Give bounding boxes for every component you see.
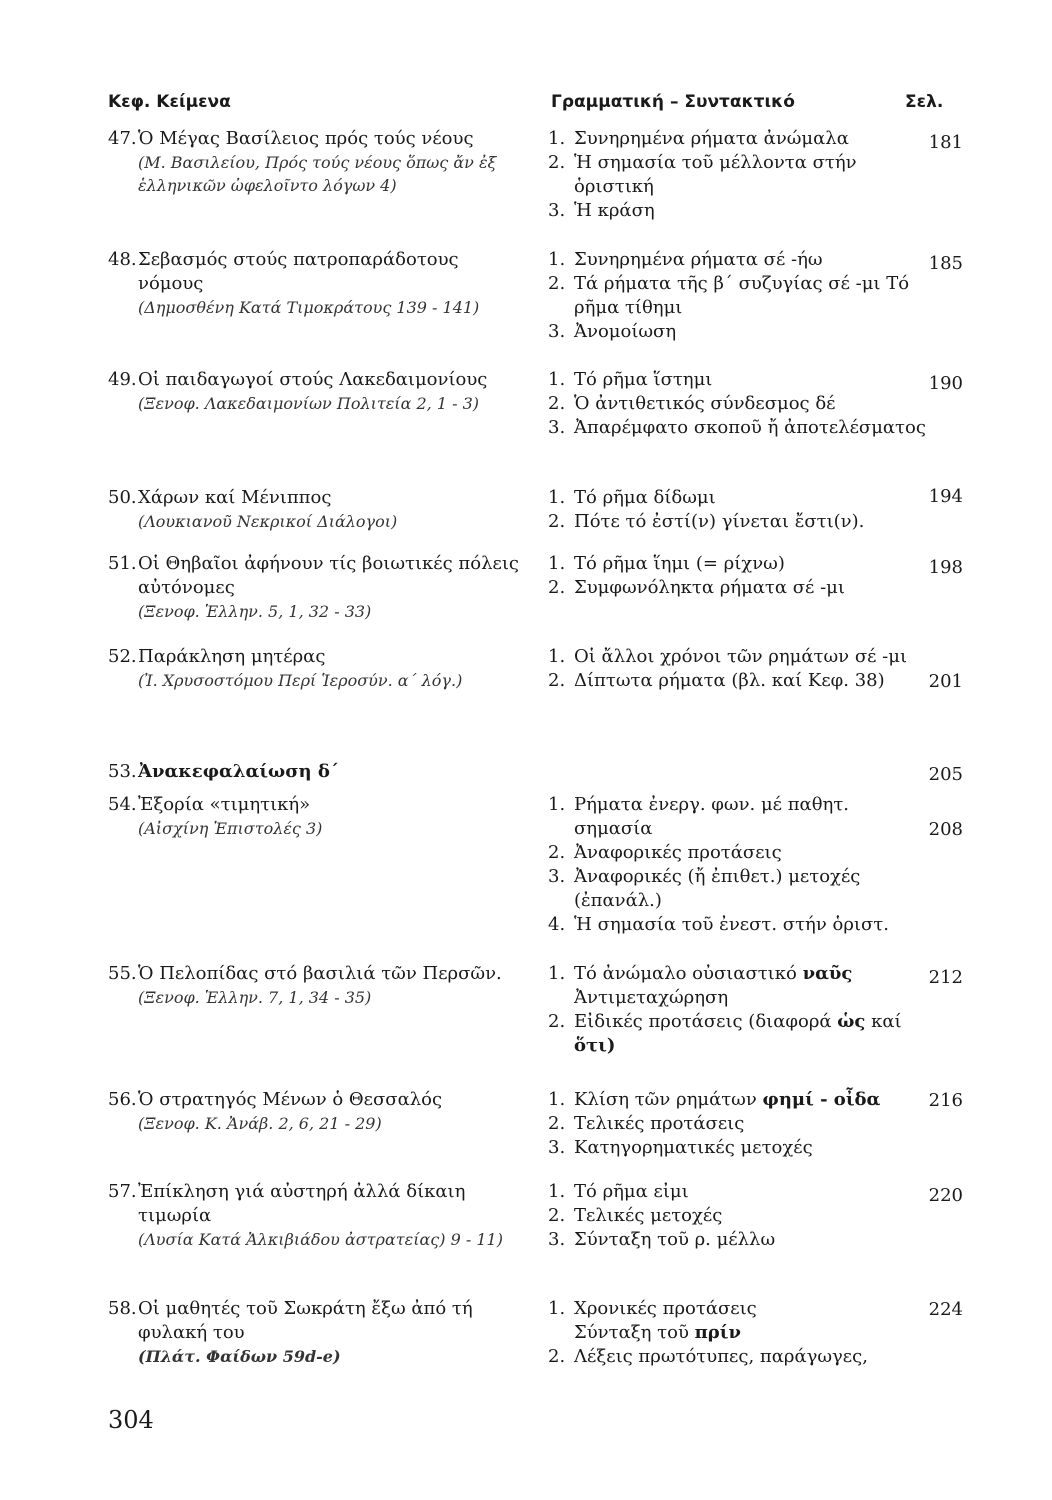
grammar-item: Ἀναφορικές προτάσεις xyxy=(574,842,782,863)
grammar-term: ὅτι) xyxy=(574,1035,616,1056)
grammar-item: Ἀντιμεταχώρηση xyxy=(574,987,729,1008)
entry-source: (Ξενοφ. Ἑλλην. 5, 1, 32 - 33) xyxy=(138,602,372,621)
entry-number: 50. xyxy=(108,487,137,508)
entry-title: Οἱ Θηβαῖοι ἀφήνουν τίς βοιωτικές πόλεις αὐτόνομες xyxy=(138,553,519,598)
entry-title: Ὁ Μέγας Βασίλειος πρός τούς νέους xyxy=(138,128,474,149)
entry-title: Ὁ στρατηγός Μένων ὁ Θεσσαλός xyxy=(138,1089,443,1110)
entry-source: (Ξενοφ. Λακεδαιμονίων Πολιτεία 2, 1 - 3) xyxy=(138,394,479,413)
grammar-item: Τά ρήματα τῆς β΄ συζυγίας σέ -μι Τό ρῆμα τίθημι xyxy=(574,273,910,318)
grammar-term: ναῦς xyxy=(802,963,853,984)
entry-title: Σεβασμός στούς πατροπαράδοτους νόμους xyxy=(138,249,459,294)
entry-title: Ἐπίκληση γιά αὐστηρή ἀλλά δίκαιη τιμωρία xyxy=(138,1181,466,1226)
entry-number: 55. xyxy=(108,963,137,984)
grammar-item: Λέξεις πρωτότυπες, παράγωγες, xyxy=(574,1346,868,1367)
entry-source: (Ξενοφ. Κ. Ἀνάβ. 2, 6, 21 - 29) xyxy=(138,1114,382,1133)
grammar-item: Ἀπαρέμφατο σκοποῦ ἤ ἀποτελέσματος xyxy=(574,417,926,438)
entry-source: (Λυσία Κατά Ἀλκιβιάδου ἀστρατείας) 9 - 11) xyxy=(138,1230,503,1249)
grammar-item: Κλίση τῶν ρημάτων xyxy=(574,1089,757,1110)
grammar-item: Ρήματα ἐνεργ. φων. μέ παθητ. σημασία xyxy=(574,794,849,839)
grammar-item: Σύνταξη τοῦ ρ. μέλλω xyxy=(574,1229,776,1250)
entry-number: 54. xyxy=(108,794,137,815)
page-number: 212 xyxy=(928,967,963,988)
grammar-item: Συμφωνόληκτα ρήματα σέ -μι xyxy=(574,577,845,598)
grammar-term: φημί - οἶδα xyxy=(762,1089,881,1110)
grammar-item: Ἡ σημασία τοῦ ἐνεστ. στήν ὁριστ. xyxy=(574,914,889,935)
entry-source: (Λουκιανοῦ Νεκρικοί Διάλογοι) xyxy=(138,512,398,531)
grammar-item: Ἡ κράση xyxy=(574,200,655,221)
grammar-item: Κατηγορηματικές μετοχές xyxy=(574,1137,813,1158)
grammar-term: πρίν xyxy=(694,1322,741,1343)
page-number: 185 xyxy=(928,253,963,274)
page-number: 205 xyxy=(928,764,963,785)
grammar-item: Πότε τό ἐστί(ν) γίνεται ἔστι(ν). xyxy=(574,511,865,532)
entry-source: (Ξενοφ. Ἑλλην. 7, 1, 34 - 35) xyxy=(138,988,372,1007)
entry-title: Παράκληση μητέρας xyxy=(138,646,326,667)
header-texts: Κεφ. Κείμενα xyxy=(108,92,231,112)
grammar-item: Τό ρῆμα δίδωμι xyxy=(574,487,716,508)
grammar-item: Ἀναφορικές (ἤ ἐπιθετ.) μετοχές (ἐπανάλ.) xyxy=(574,866,861,911)
grammar-item: Σύνταξη τοῦ xyxy=(574,1322,689,1343)
entry-number: 53. xyxy=(108,761,137,782)
grammar-item: Συνηρημένα ρήματα ἀνώμαλα xyxy=(574,128,849,149)
page-number: 224 xyxy=(928,1299,963,1320)
header-page: Σελ. xyxy=(905,92,944,112)
entry-number: 48. xyxy=(108,249,137,270)
entry-source: (Ἰ. Χρυσοστόμου Περί Ἱεροσύν. α΄ λόγ.) xyxy=(138,671,463,690)
grammar-item: Δίπτωτα ρήματα (βλ. καί Κεφ. 38) xyxy=(574,670,885,691)
folio-page-number: 304 xyxy=(108,1406,154,1434)
grammar-item: Εἰδικές προτάσεις (διαφορά xyxy=(574,1011,832,1032)
page-number: 198 xyxy=(928,557,963,578)
entry-number: 47. xyxy=(108,128,137,149)
header-grammar: Γραμματική – Συντακτικό xyxy=(551,92,795,112)
entry-number: 58. xyxy=(108,1298,137,1319)
entry-title: Οἱ παιδαγωγοί στούς Λακεδαιμονίους xyxy=(138,369,488,390)
grammar-item: Συνηρημένα ρήματα σέ -ήω xyxy=(574,249,823,270)
entry-title: Χάρων καί Μένιππος xyxy=(138,487,332,508)
page-number: 216 xyxy=(928,1090,963,1111)
entry-source: (Μ. Βασιλείου, Πρός τούς νέους ὅπως ἄν ἐξ ἑλληνικῶν ὠφελοῖντο λόγων 4) xyxy=(138,153,497,195)
entry-title: Ἐξορία «τιμητική» xyxy=(138,794,311,815)
grammar-item: Τό ρῆμα ἵημι (= ρίχνω) xyxy=(574,553,785,574)
page-number: 201 xyxy=(928,671,963,692)
page-number: 208 xyxy=(928,819,963,840)
entry-source: (Δημοσθένη Κατά Τιμοκράτους 139 - 141) xyxy=(138,298,480,317)
entry-number: 51. xyxy=(108,553,137,574)
grammar-item: Τελικές μετοχές xyxy=(574,1205,723,1226)
grammar-item: Τό ρῆμα ἵστημι xyxy=(574,369,713,390)
page-number: 194 xyxy=(928,486,963,507)
entry-number: 56. xyxy=(108,1089,137,1110)
grammar-item: Ἡ σημασία τοῦ μέλλοντα στήν ὁριστική xyxy=(574,152,857,197)
grammar-item: Ἀνομοίωση xyxy=(574,321,677,342)
entry-source: (Πλάτ. Φαίδων 59d-e) xyxy=(138,1347,341,1366)
grammar-item: Ὁ ἀντιθετικός σύνδεσμος δέ xyxy=(574,393,836,414)
entry-title: Ἀνακεφαλαίωση δ΄ xyxy=(138,761,339,782)
page-number: 220 xyxy=(928,1185,963,1206)
page-number: 181 xyxy=(928,132,963,153)
grammar-item: Τελικές προτάσεις xyxy=(574,1113,745,1134)
page-number: 190 xyxy=(928,373,963,394)
grammar-item: Χρονικές προτάσεις xyxy=(574,1298,757,1319)
grammar-item: Τό ρῆμα εἰμι xyxy=(574,1181,689,1202)
entry-title: Οἱ μαθητές τοῦ Σωκράτη ἔξω ἀπό τή φυλακή του xyxy=(138,1298,473,1343)
grammar-term: καί xyxy=(871,1011,902,1032)
entry-number: 57. xyxy=(108,1181,137,1202)
entry-source: (Αἰσχίνη Ἐπιστολές 3) xyxy=(138,819,323,838)
entry-number: 49. xyxy=(108,369,137,390)
grammar-item: Οἱ ἄλλοι χρόνοι τῶν ρημάτων σέ -μι xyxy=(574,646,907,667)
grammar-item: Τό ἀνώμαλο οὐσιαστικό xyxy=(574,963,797,984)
grammar-term: ὡς xyxy=(837,1011,866,1032)
entry-number: 52. xyxy=(108,646,137,667)
entry-title: Ὁ Πελοπίδας στό βασιλιά τῶν Περσῶν. xyxy=(138,963,502,984)
